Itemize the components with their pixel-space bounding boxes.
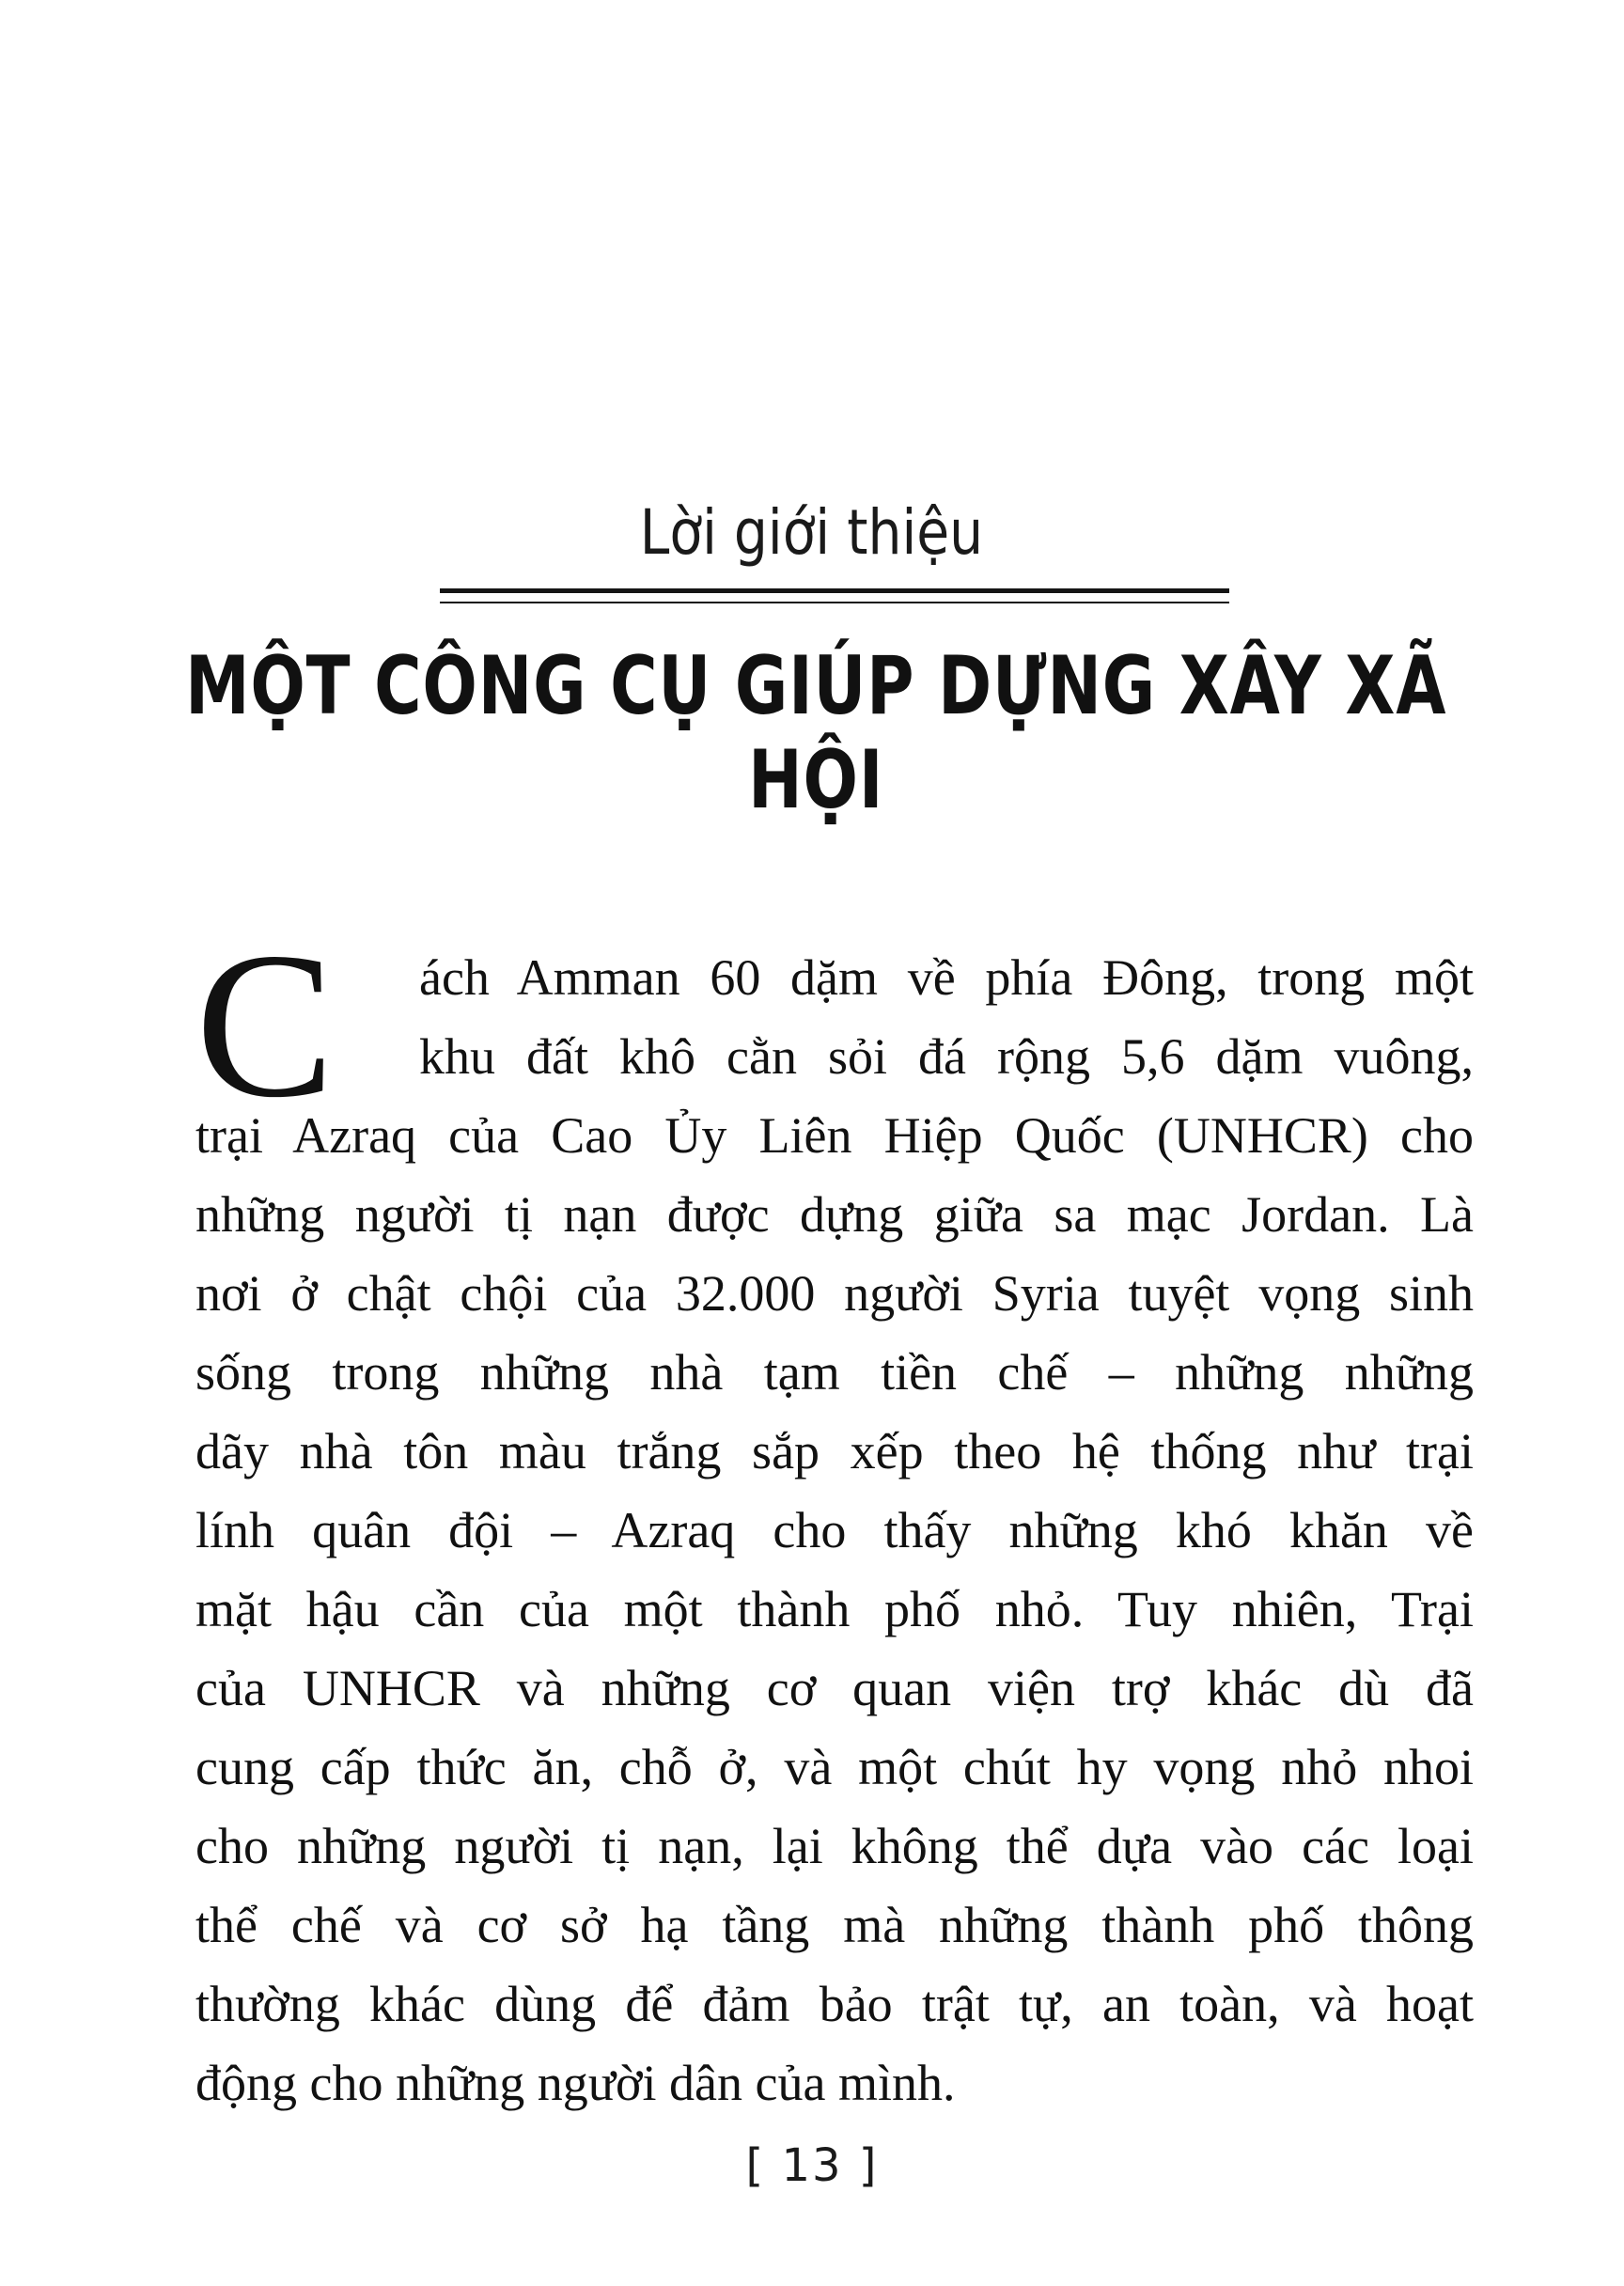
text-line: cung cấp thức ăn, chỗ ở, và một chút hy vọng nhỏ nhoi	[195, 1739, 1474, 1795]
text-line: mặt hậu cần của một thành phố nhỏ. Tuy nhiên, Trại	[195, 1581, 1474, 1637]
text-line: những người tị nạn được dựng giữa sa mạc Jordan. Là	[195, 1186, 1474, 1243]
drop-cap: C	[195, 910, 336, 1141]
text-line: của UNHCR và những cơ quan viện trợ khác dù đã	[195, 1660, 1474, 1716]
text-line: cho những người tị nạn, lại không thể dựa vào các loại	[195, 1818, 1474, 1874]
text-line: sống trong những nhà tạm tiền chế – những những	[195, 1344, 1474, 1401]
text-line: ách Amman 60 dặm về phía Đông, trong một	[419, 949, 1474, 1006]
text-line: nơi ở chật chội của 32.000 người Syria tuyệt vọng sinh	[195, 1265, 1474, 1322]
text-line: thường khác dùng để đảm bảo trật tự, an toàn, và hoạt	[195, 1976, 1474, 2032]
body-paragraph	[195, 938, 1474, 2122]
title-rule-thin	[440, 602, 1229, 603]
text-line: động cho những người dân của mình.	[195, 2055, 956, 2111]
text-line: trại Azraq của Cao Ủy Liên Hiệp Quốc (UNHCR) cho	[195, 1107, 1474, 1164]
title-rule-thick	[440, 588, 1229, 593]
text-line: khu đất khô cằn sỏi đá rộng 5,6 dặm vuông,	[419, 1028, 1474, 1085]
chapter-title: MỘT CÔNG CỤ GIÚP DỰNG XÂY XÃ HỘI	[185, 639, 1447, 827]
text-line: lính quân đội – Azraq cho thấy những khó khăn về	[195, 1502, 1474, 1558]
page-number: [ 13 ]	[745, 2139, 879, 2192]
text-line: thể chế và cơ sở hạ tầng mà những thành phố thông	[195, 1897, 1474, 1953]
section-label: Lời giới thiệu	[639, 496, 984, 569]
text-line: dãy nhà tôn màu trắng sắp xếp theo hệ thống như trại	[195, 1423, 1474, 1480]
